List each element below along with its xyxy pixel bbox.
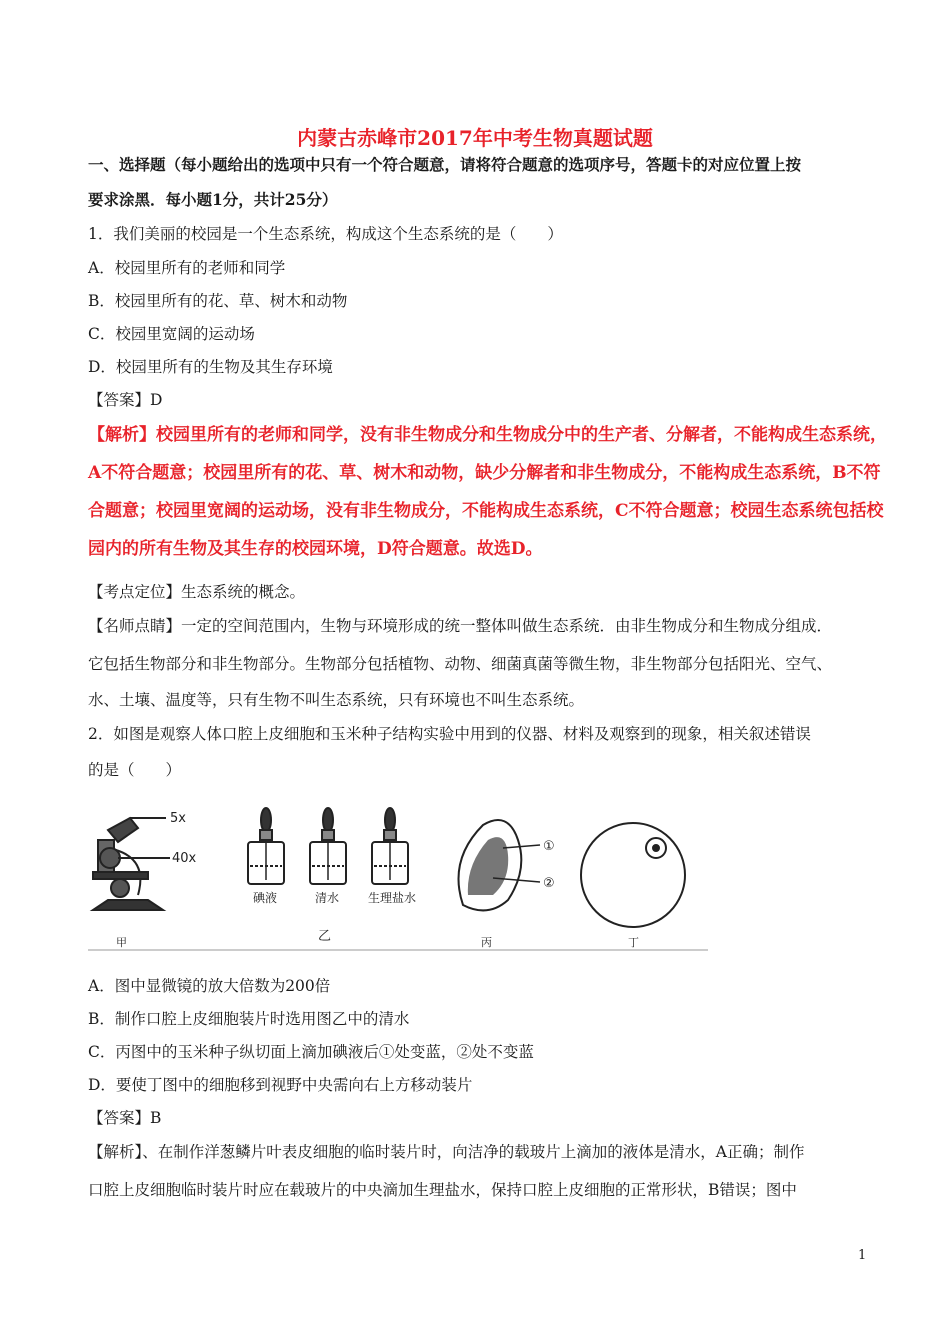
q1-analysis-line2: A不符合题意；校园里所有的花、草、树木和动物，缺少分解者和非生物成分，不能构成生态系统，B不符 [88, 463, 881, 483]
q1-analysis-line4: 园内的所有生物及其生存的校园环境，D符合题意。故选D。 [88, 539, 543, 559]
q1-analysis-line1: 【解析】校园里所有的老师和同学，没有非生物成分和生物成分中的生产者、分解者，不能构成生态系统， [88, 425, 887, 445]
q1-option-a: A．校园里所有的老师和同学 [88, 259, 286, 277]
figure-caption-yi: 乙 [318, 929, 332, 944]
q2-option-a: A．图中显微镜的放大倍数为200倍 [88, 977, 331, 995]
q1-option-c: C．校园里宽阔的运动场 [88, 325, 255, 343]
q1-answer: 【答案】D [88, 391, 163, 409]
figure-caption-ding: 丁 [628, 936, 639, 949]
q1-stem: 1．我们美丽的校园是一个生态系统，构成这个生态系统的是（ ） [88, 225, 563, 243]
q2-analysis-line1: 【解析】、在制作洋葱鳞片叶表皮细胞的临时装片时，向洁净的载玻片上滴加的液体是清水，A正确；制作 [88, 1143, 805, 1161]
q1-mingshi-line2: 它包括生物部分和非生物部分。生物部分包括植物、动物、细菌真菌等微生物，非生物部分包括阳光、空气、 [88, 655, 833, 673]
field-of-view-drawing [581, 823, 685, 927]
microscope-drawing [93, 818, 170, 910]
q1-analysis-line3: 合题意；校园里宽阔的运动场，没有非生物成分，不能构成生态系统，C不符合题意；校园生态系统包括校 [88, 501, 884, 521]
q1-mingshi-line3: 水、土壤、温度等，只有生物不叫生态系统，只有环境也不叫生态系统。 [88, 691, 585, 709]
q2-option-b: B．制作口腔上皮细胞装片时选用图乙中的清水 [88, 1010, 410, 1028]
seed-mark-1: ① [543, 839, 555, 854]
bottle-water-drawing [310, 808, 346, 884]
section-heading-line1: 一、选择题（每小题给出的选项中只有一个符合题意，请将符合题意的选项序号，答题卡的对应位置上按 [88, 155, 802, 174]
figure-caption-bing: 丙 [481, 936, 492, 949]
q1-option-d: D．校园里所有的生物及其生存环境 [88, 358, 333, 376]
bottle-iodine-drawing [248, 808, 284, 884]
bottle-saline-drawing [372, 808, 408, 884]
page-number: 1 [858, 1248, 867, 1263]
q2-figure [88, 800, 708, 955]
q2-option-d: D．要使丁图中的细胞移到视野中央需向右上方移动装片 [88, 1076, 473, 1094]
seed-mark-2: ② [543, 876, 555, 891]
q2-answer: 【答案】B [88, 1109, 162, 1127]
q1-option-b: B．校园里所有的花、草、树木和动物 [88, 292, 348, 310]
q2-analysis-line2: 口腔上皮细胞临时装片时应在载玻片的中央滴加生理盐水，保持口腔上皮细胞的正常形状，B错误；图中 [88, 1181, 797, 1199]
q2-option-c: C．丙图中的玉米种子纵切面上滴加碘液后①处变蓝，②处不变蓝 [88, 1043, 534, 1061]
bottle-iodine-label: 碘液 [253, 891, 278, 905]
q2-stem-line2: 的是（ ） [88, 761, 182, 779]
q1-mingshi-line1: 【名师点睛】一定的空间范围内，生物与环境形成的统一整体叫做生态系统．由非生物成分和生物成分组成． [88, 617, 833, 635]
q1-kaodian: 【考点定位】生态系统的概念。 [88, 583, 306, 601]
bottle-saline-label: 生理盐水 [368, 891, 417, 905]
section-heading-line2: 要求涂黑．每小题1分，共计25分） [88, 190, 338, 209]
magnification-40x-label: 40x [172, 851, 197, 866]
page-title: 内蒙古赤峰市2017年中考生物真题试题 [297, 126, 653, 150]
corn-seed-drawing [459, 820, 541, 910]
bottle-water-label: 清水 [315, 891, 340, 905]
figure-caption-jia: 甲 [116, 936, 127, 949]
q2-stem-line1: 2．如图是观察人体口腔上皮细胞和玉米种子结构实验中用到的仪器、材料及观察到的现象，相关叙述错误 [88, 725, 811, 743]
magnification-5x-label: 5x [170, 811, 186, 826]
